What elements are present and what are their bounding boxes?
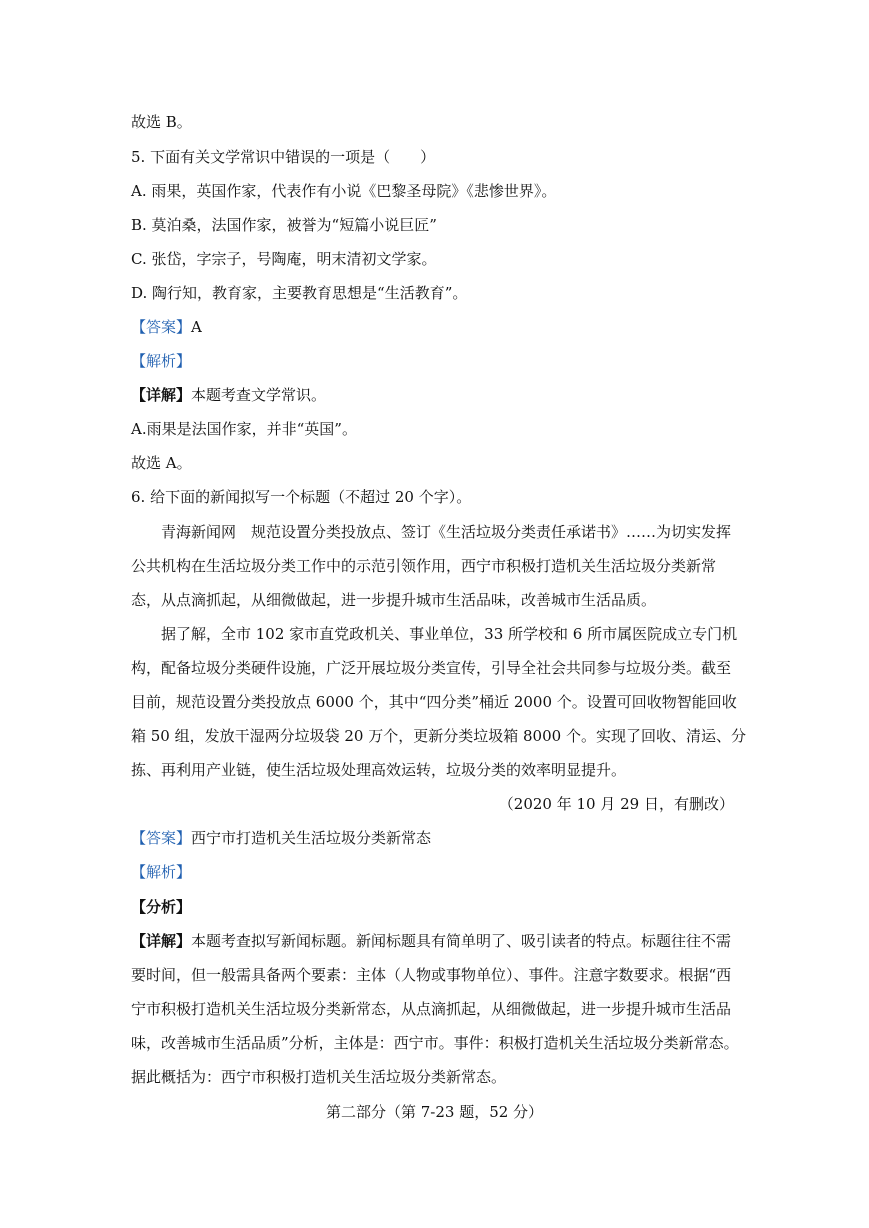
q5-option-d: D. 陶行知，教育家，主要教育思想是“生活教育”。 — [131, 284, 468, 302]
q5-explain: A.雨果是法国作家，并非“英国”。 — [131, 420, 357, 438]
q6-stem: 6. 给下面的新闻拟写一个标题（不超过 20 个字）。 — [131, 488, 472, 506]
q6-detail-cont: 宁市积极打造机关生活垃圾分类新常态，从点滴抓起，从细微做起，进一步提升城市生活品 — [131, 1000, 732, 1018]
passage-line: 构，配备垃圾分类硬件设施，广泛开展垃圾分类宣传，引导全社会共同参与垃圾分类。截至 — [131, 659, 732, 677]
q5-option-a: A. 雨果，英国作家，代表作有小说《巴黎圣母院》《悲惨世界》。 — [131, 182, 557, 200]
q5-answer: A — [191, 318, 202, 336]
passage-source: （2020 年 10 月 29 日，有删改） — [498, 795, 734, 813]
answer-tag: 【答案】 — [131, 318, 192, 336]
q6-answer-line — [131, 828, 431, 848]
q5-option-b: B. 莫泊桑，法国作家，被誉为“短篇小说巨匠” — [131, 216, 437, 234]
q5-stem: 5. 下面有关文学常识中错误的一项是（ ） — [131, 148, 436, 166]
part2-heading: 第二部分（第 7-23 题，52 分） — [325, 1103, 544, 1121]
detail-tag: 【详解】 — [131, 932, 192, 950]
q5-option-c: C. 张岱，字宗子，号陶庵，明末清初文学家。 — [131, 250, 437, 268]
q6-fenxi-tag: 【分析】 — [131, 898, 192, 916]
q6-answer: 西宁市打造机关生活垃圾分类新常态 — [191, 829, 432, 847]
q6-analysis-tag: 【解析】 — [131, 863, 192, 881]
answer-tag: 【答案】 — [131, 829, 192, 847]
q6-detail-cont: 要时间，但一般需具备两个要素：主体（人物或事物单位）、事件。注意字数要求。根据“西 — [131, 966, 732, 984]
passage-line: 拣、再利用产业链，使生活垃圾处理高效运转，垃圾分类的效率明显提升。 — [131, 761, 627, 779]
q4-conclusion: 故选 B。 — [131, 113, 192, 131]
q5-detail-line — [131, 385, 326, 405]
detail-tag: 【详解】 — [131, 386, 192, 404]
q6-detail: 本题考查拟写新闻标题。新闻标题具有简单明了、吸引读者的特点。标题往往不需 — [191, 932, 732, 950]
q5-conclusion: 故选 A。 — [131, 454, 192, 472]
q6-detail-line — [131, 931, 731, 951]
q5-analysis-tag: 【解析】 — [131, 352, 192, 370]
passage-line: 青海新闻网 规范设置分类投放点、签订《生活垃圾分类责任承诺书》……为切实发挥 — [161, 523, 732, 541]
passage-line: 箱 50 组，发放干湿两分垃圾袋 20 万个，更新分类垃圾箱 8000 个。实现了回收、清运、分 — [131, 727, 746, 745]
passage-line: 态，从点滴抓起，从细微做起，进一步提升城市生活品味，改善城市生活品质。 — [131, 591, 657, 609]
passage-line: 公共机构在生活垃圾分类工作中的示范引领作用，西宁市积极打造机关生活垃圾分类新常 — [131, 557, 717, 575]
q6-detail-cont: 味，改善城市生活品质”分析，主体是：西宁市。事件：积极打造机关生活垃圾分类新常态。 — [131, 1034, 739, 1052]
q5-answer-line — [131, 317, 202, 337]
q6-detail-cont: 据此概括为：西宁市积极打造机关生活垃圾分类新常态。 — [131, 1068, 507, 1086]
passage-line: 目前，规范设置分类投放点 6000 个，其中“四分类”桶近 2000 个。设置可回收物智能回收 — [131, 693, 737, 711]
q5-detail: 本题考查文学常识。 — [191, 386, 327, 404]
passage-line: 据了解，全市 102 家市直党政机关、事业单位，33 所学校和 6 所市属医院成立专门机 — [161, 625, 738, 643]
